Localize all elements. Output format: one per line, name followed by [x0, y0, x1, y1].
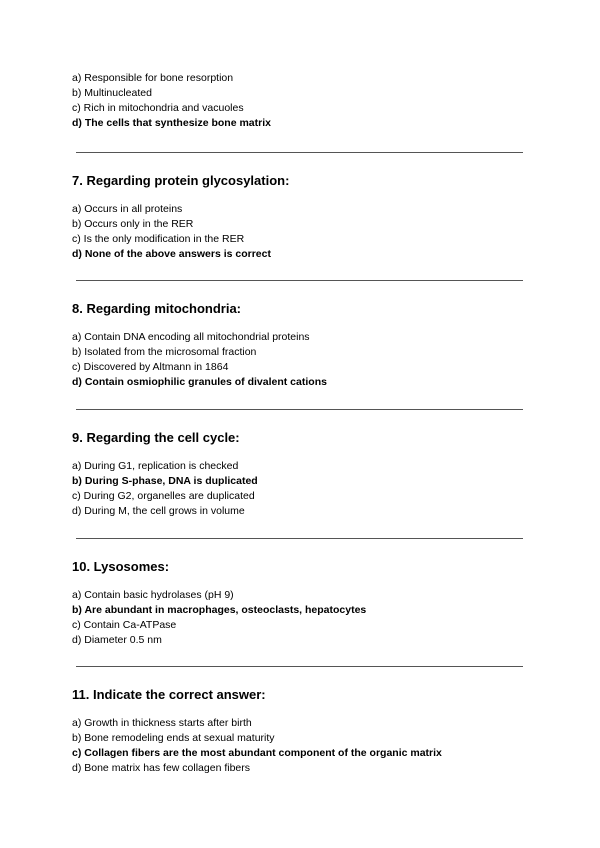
divider	[76, 152, 523, 153]
divider	[76, 409, 523, 410]
option-b: b) Occurs only in the RER	[72, 218, 194, 230]
divider	[76, 280, 523, 281]
option-b: b) Bone remodeling ends at sexual maturity	[72, 732, 275, 744]
question-9	[72, 429, 532, 519]
divider	[76, 538, 523, 539]
option-d: d) Bone matrix has few collagen fibers	[72, 762, 251, 774]
option-c: c) Is the only modification in the RER	[72, 233, 245, 245]
option-d: d) During M, the cell grows in volume	[72, 505, 245, 517]
option-a: a) During G1, replication is checked	[72, 460, 239, 472]
option-a: a) Contain DNA encoding all mitochondrial proteins	[72, 331, 310, 343]
option-b-correct: b) Are abundant in macrophages, osteoclasts, hepatocytes	[72, 604, 367, 616]
option-c: c) Rich in mitochondria and vacuoles	[72, 102, 244, 114]
option-b: b) Isolated from the microsomal fraction	[72, 346, 257, 358]
question-title: 8. Regarding mitochondria:	[72, 301, 242, 316]
option-d-correct: d) Contain osmiophilic granules of divalent cations	[72, 376, 327, 388]
option-d-correct: d) The cells that synthesize bone matrix	[72, 117, 271, 129]
question-8	[72, 300, 532, 390]
option-d-correct: d) None of the above answers is correct	[72, 248, 271, 260]
divider	[76, 666, 523, 667]
option-c: c) Contain Ca-ATPase	[72, 619, 177, 631]
question-6-options	[72, 71, 532, 131]
question-11	[72, 686, 532, 776]
question-title: 7. Regarding protein glycosylation:	[72, 173, 290, 188]
option-a: a) Growth in thickness starts after birth	[72, 717, 252, 729]
option-c-correct: c) Collagen fibers are the most abundant component of the organic matrix	[72, 747, 442, 759]
option-c: c) Discovered by Altmann in 1864	[72, 361, 229, 373]
option-c: c) During G2, organelles are duplicated	[72, 490, 255, 502]
option-a: a) Contain basic hydrolases (pH 9)	[72, 589, 234, 601]
option-a: a) Responsible for bone resorption	[72, 72, 234, 84]
question-title: 10. Lysosomes:	[72, 559, 170, 574]
option-b: b) Multinucleated	[72, 87, 152, 99]
question-10	[72, 558, 532, 648]
option-b-correct: b) During S-phase, DNA is duplicated	[72, 475, 258, 487]
question-7	[72, 172, 532, 262]
question-title: 11. Indicate the correct answer:	[72, 687, 266, 702]
question-title: 9. Regarding the cell cycle:	[72, 430, 240, 445]
option-d: d) Diameter 0.5 nm	[72, 634, 162, 646]
option-a: a) Occurs in all proteins	[72, 203, 183, 215]
